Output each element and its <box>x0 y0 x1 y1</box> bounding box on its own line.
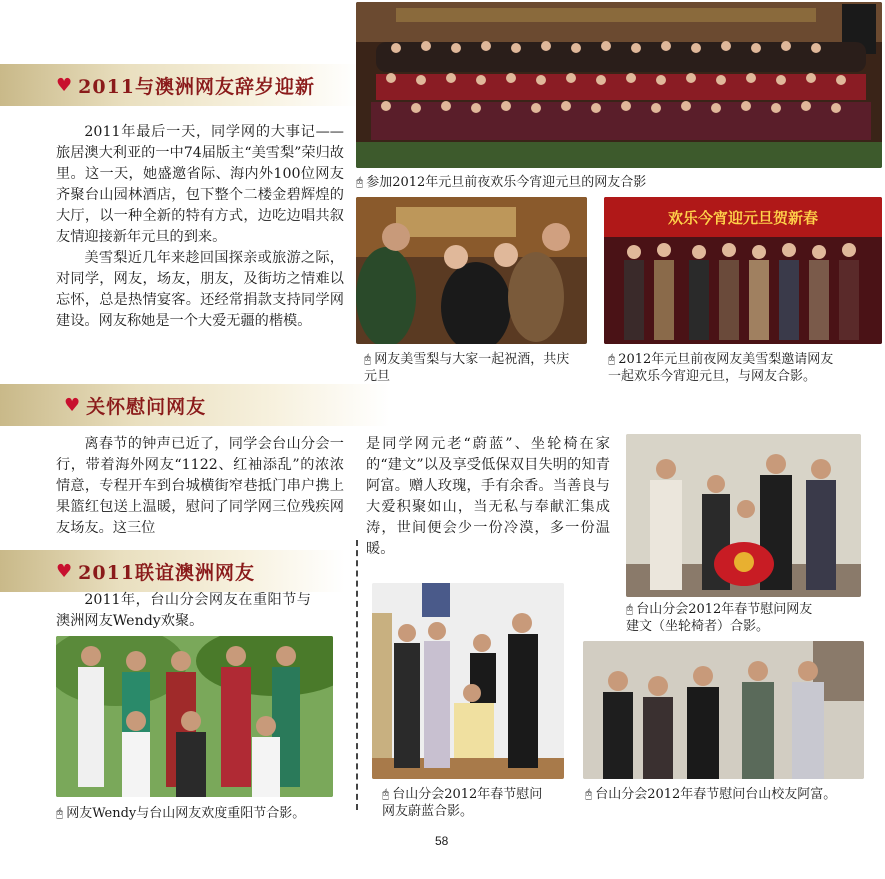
mouse-icon: 🖰 <box>585 787 593 801</box>
paragraph-5: 2011年，台山分会网友在重阳节与澳洲网友Wendy欢聚。 <box>56 592 311 629</box>
caption-6: 🖰 台山分会2012年春节慰问网友蔚蓝合影。 <box>382 787 543 819</box>
column-divider <box>356 540 358 810</box>
heart-icon: ♥ <box>64 394 81 416</box>
paragraph-2: 美雪梨近几年来趁回国探亲或旅游之际，对同学，网友，场友，朋友，及街坊之情难以忘怀，总是热情宴客。还经常捐款支持同学网建设。网友称她是一个大爱无疆的楷模。 <box>56 250 344 329</box>
photo-new-year-banner <box>604 197 882 344</box>
page-number: 58 <box>435 834 449 848</box>
section-title-1: 2011与澳洲网友辞岁迎新 <box>78 75 316 98</box>
caption-1: 🖰 参加2012年元旦前夜欢乐今宵迎元旦的网友合影 <box>356 175 647 190</box>
caption-3: 🖰 2012年元旦前夜网友美雪梨邀请网友一起欢乐今宵迎元旦，与网友合影。 <box>608 352 834 384</box>
paragraph-3: 离春节的钟声已近了，同学会台山分会一行，带着海外网友“1122、红袖添乱”的浓浓情意，专程开车到台城横街窄巷抵门串户携上果篮红包送上温暖，慰问了同学网三位残疾网友场友。这三位 <box>56 436 344 536</box>
section-title-2: 关怀慰问网友 <box>86 395 207 418</box>
photo-visit-jianwen <box>626 434 861 597</box>
section-banner-3 <box>0 550 345 592</box>
paragraph-1: 2011年最后一天，同学网的大事记——旅居澳大利亚的一中74届版主“美雪梨”荣归故里。这一天，她盛邀省际、海内外100位网友齐聚台山园林酒店，包下整个二楼金碧辉煌的大厅，以一种全新的特有方式，边吃边唱共叙友情迎接新年元旦的到来。 <box>56 124 344 245</box>
paragraph-4: 是同学网元老“蔚蓝”、坐轮椅在家的“建文”以及享受低保双目失明的知青阿富。赠人玫瑰，手有余香。当善良与大爱积聚如山，当无私与奉献汇集成涛，世间便会少一份冷漠，多一份温暖。 <box>366 436 610 557</box>
section-banner-1 <box>0 64 360 106</box>
section-banner-2 <box>0 384 390 426</box>
heart-icon: ♥ <box>56 560 73 582</box>
mouse-icon: 🖰 <box>56 806 64 820</box>
mouse-icon: 🖰 <box>626 602 634 616</box>
caption-7: 🖰 台山分会2012年春节慰问台山校友阿富。 <box>585 787 837 802</box>
photo-visit-afu <box>583 641 864 779</box>
article-1 <box>56 122 344 332</box>
mouse-icon: 🖰 <box>356 175 364 189</box>
mouse-icon: 🖰 <box>382 787 390 801</box>
article-2-left <box>56 434 344 539</box>
article-2-right <box>366 434 610 560</box>
photo-visit-weilan <box>372 583 564 779</box>
photo-toast <box>356 197 587 344</box>
caption-2: 🖰 网友美雪梨与大家一起祝酒，共庆元旦 <box>364 352 570 384</box>
photo-group-banquet <box>356 2 882 168</box>
caption-5: 🖰 网友Wendy与台山网友欢度重阳节合影。 <box>56 806 306 821</box>
mouse-icon: 🖰 <box>608 352 616 366</box>
caption-4: 🖰 台山分会2012年春节慰问网友建文（坐轮椅者）合影。 <box>626 602 813 634</box>
article-3 <box>56 590 311 632</box>
mouse-icon: 🖰 <box>364 352 372 366</box>
heart-icon: ♥ <box>56 74 73 96</box>
section-title-3: 2011联谊澳洲网友 <box>78 561 256 584</box>
banner-text: 欢乐今宵迎元旦贺新春 <box>667 209 819 227</box>
photo-wendy-group <box>56 636 333 797</box>
